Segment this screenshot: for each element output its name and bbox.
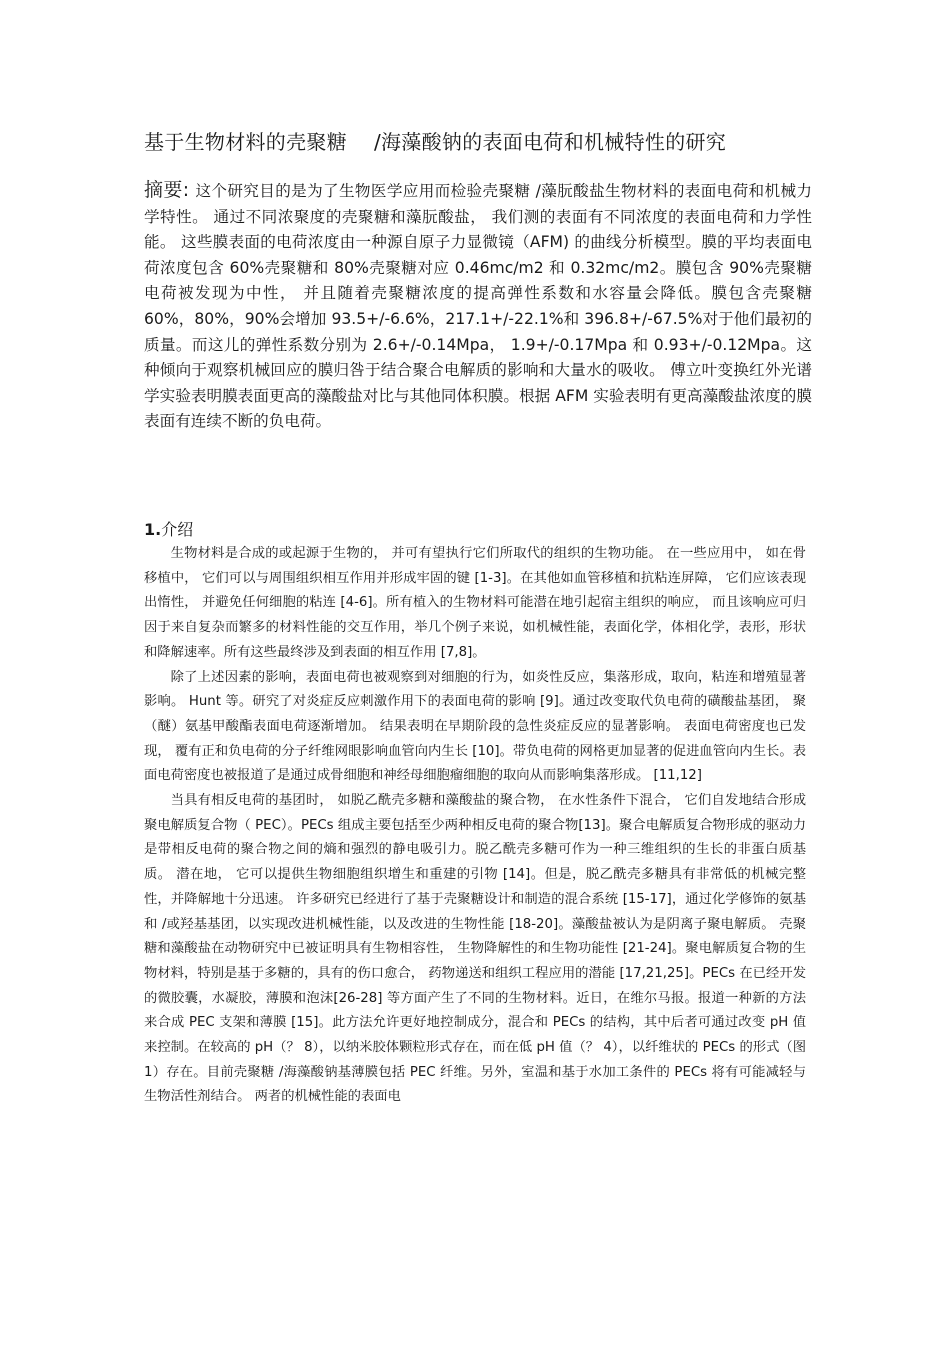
- body-paragraph: 除了上述因素的影响，表面电荷也被观察到对细胞的行为，如炎性反应，集落形成，取向，粘连和增殖显著影响。 Hunt 等。研究了对炎症反应刺激作用下的表面电荷的影响 [9]。通过改变取代负电荷的磺酸盐基团， 聚（醚）氨基甲酸酯表面电荷逐渐增加。 结果表明在早期阶段的急性炎症反应的显著影响。 表面电荷密度也已发现， 覆有正和负电荷的分子纤维网眼影响血管向内生长 [10]。带负电荷的网格更加显著的促进血管向内生长。表面电荷密度也被报道了是通过成骨细胞和神经母细胞瘤细胞的取向从而影响集落形成。 [11,12]: [144, 669, 806, 784]
- abstract: [144, 178, 812, 435]
- body-paragraph: 生物材料是合成的或起源于生物的， 并可有望执行它们所取代的组织的生物功能。 在一些应用中， 如在骨移植中， 它们可以与周围组织相互作用并形成牢固的键 [1-3]。在其他如血管移植和抗粘连屏障， 它们应该表现出惰性， 并避免任何细胞的粘连 [4-6]。所有植入的生物材料可能潜在地引起宿主组织的响应， 而且该响应可归因于来自复杂而繁多的材料性能的交互作用，举几个例子来说，如机械性能，表面化学，体相化学，表形，形状和降解速率。所有这些最终涉及到表面的相互作用 [7,8]。: [144, 546, 806, 660]
- section-heading: [144, 518, 193, 542]
- section-title: 介绍: [161, 520, 194, 539]
- abstract-label: 摘要:: [144, 179, 190, 201]
- body-paragraph: 当具有相反电荷的基团时， 如脱乙酰壳多糖和藻酸盐的聚合物， 在水性条件下混合， 它们自发地结合形成聚电解质复合物（ PEC）。PECs 组成主要包括至少两种相反电荷的聚合物[13]。聚合电解质复合物形成的驱动力是带相反电荷的聚合物之间的熵和强烈的静电吸引力。脱乙酰壳多糖可作为一种三维组织的生长的非蛋白质基质。 潜在地， 它可以提供生物细胞组织增生和重建的引物 [14]。但是，脱乙酰壳多糖具有非常低的机械完整性，并降解地十分迅速。 许多研究已经进行了基于壳聚糖设计和制造的混合系统 [15-17]，通过化学修饰的氨基和 /或羟基基团，以实现改进机械性能，以及改进的生物性能 [18-20]。藻酸盐被认为是阴离子聚电解质。 壳聚糖和藻酸盐在动物研究中已被证明具有生物相容性， 生物降解性的和生物功能性 [21-24]。聚电解质复合物的生物材料，特别是基于多糖的，具有的伤口愈合， 药物递送和组织工程应用的潜能 [17,21,25]。PECs 在已经开发的微胶囊，水凝胶，薄膜和泡沫[26-28] 等方面产生了不同的生物材料。近日，在维尔马报。报道一种新的方法来合成 PEC 支架和薄膜 [15]。此方法允许更好地控制成分，混合和 PECs 的结构，其中后者可通过改变 pH 值来控制。在较高的 pH（？ 8），以纳米胶体颗粒形式存在，而在低 pH 值（？ 4），以纤维状的 PECs 的形式（图 1）存在。目前壳聚糖 /海藻酸钠基薄膜包括 PEC 纤维。另外，室温和基于水加工条件的 PECs 将有可能减轻与生物活性剂结合。 两者的机械性能的表面电: [144, 793, 806, 1105]
- section-body: [144, 542, 806, 1110]
- abstract-text: 这个研究目的是为了生物医学应用而检验壳聚糖 /藻朊酸盐生物材料的表面电荷和机械力学特性。 通过不同浓聚度的壳聚糖和藻朊酸盐， 我们测的表面有不同浓度的表面电荷和力学性能。 这些膜表面的电荷浓度由一种源自原子力显微镜（AFM) 的曲线分析模型。膜的平均表面电荷浓度包含 60%壳聚糖和 80%壳聚糖对应 0.46mc/m2 和 0.32mc/m2。膜包含 90%壳聚糖电荷被发现为中性， 并且随着壳聚糖浓度的提高弹性系数和水容量会降低。膜包含壳聚糖 60%，80%，90%会增加 93.5+/-6.6%，217.1+/-22.1%和 396.8+/-67.5%对于他们最初的质量。而这儿的弹性系数分别为 2.6+/-0.14Mpa， 1.9+/-0.17Mpa 和 0.93+/-0.12Mpa。这种倾向于观察机械回应的膜归咎于结合聚合电解质的影响和大量水的吸收。 傅立叶变换红外光谱学实验表明膜表面更高的藻酸盐对比与其他同体积膜。根据 AFM 实验表明有更高藻酸盐浓度的膜表面有连续不断的负电荷。: [144, 182, 812, 431]
- paper-title: 基于生物材料的壳聚糖 /海藻酸钠的表面电荷和机械特性的研究: [144, 130, 727, 154]
- section-number: 1.: [144, 520, 162, 539]
